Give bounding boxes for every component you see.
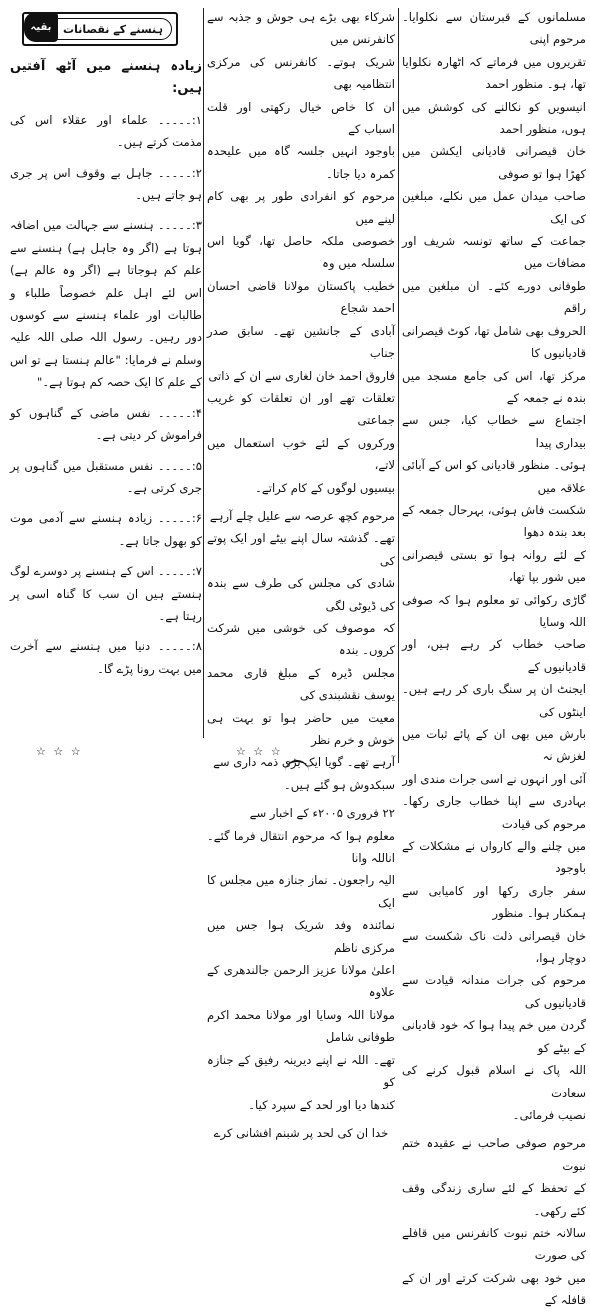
text-line: بہادری سے اپنا خطاب جاری رکھا۔ مرحوم کی قیادت (402, 794, 586, 831)
text-line: سفر جاری رکھا اور کامیابی سے ہمکنار ہوا۔ منظور (402, 883, 586, 921)
list-item: ۸:۔۔۔۔۔ دنیا میں ہنسنے سے آخرت میں بہت رونا پڑے گا۔ (10, 639, 202, 676)
list-item: ۷:۔۔۔۔۔ اس کے ہنسنے پر دوسرے لوگ ہنستے ہیں ان سب کا گناہ اسی پر رہتا ہے۔ (10, 564, 202, 623)
text-line: خان قیصرانی قادیانی ایکشن میں کھڑا ہوا تو صوفی (402, 144, 586, 181)
text-line: گردن میں خم پیدا ہوا کہ خود قادیانی کے بیٹے کو (402, 1018, 586, 1055)
text-line: بارش میں بھی ان کے پائے ثبات میں لغزش نہ (402, 727, 586, 764)
text-line: ہوئی۔ منظور قادیانی کو اس کے آبائی علاقہ میں (402, 458, 586, 495)
column-divider (203, 8, 204, 738)
left-column (10, 6, 202, 738)
text-line: تعلقات تھے اور ان تعلقات کو غریب جماعتی (207, 390, 395, 428)
text-line: خصوصی ملکہ حاصل تھا، گویا اس سلسلہ میں وہ (207, 234, 395, 271)
text-line: معیت میں حاضر ہوا تو بہت ہی خوش و خرم نظر (207, 710, 395, 747)
section-heading: زیادہ ہنسنے میں آٹھ آفتیں ہیں: (10, 59, 202, 97)
list-item: ۳:۔۔۔۔۔ ہنسنے سے جہالت میں اضافہ ہوتا ہے (اگر وہ جاہل ہے) ہنسنے سے علم کم ہوجاتا ہے (اگر وہ عالم ہے) اس لئے اہل علم خصوصاً طلباء و طالبات اور علماء ہنسنے سے کوسوں دور رہیں۔ رسول اللہ صلی اللہ علیہ وسلم نے فرمایا: "عالم ہنستا ہے تو اس کے علم کا ایک حصہ کم ہوتا ہے۔" (10, 218, 202, 390)
text-line: مجلس ڈیرہ کے مبلغ قاری محمد یوسف نقشبندی کی (207, 665, 395, 703)
text-line: اللہ پاک نے اسلام قبول کرنے کی سعادت (402, 1063, 586, 1100)
text-line: جماعت کے ساتھ تونسہ شریف اور مضافات میں (402, 234, 586, 271)
text-line: ان کا خاص خیال رکھتی اور قلت اسباب کے (207, 99, 395, 137)
text-line: بیسیوں لوگوں کے کام کراتے۔ (255, 480, 395, 495)
star-ornament: ☆ ☆ ☆ (236, 745, 283, 758)
text-line: خان قیصرانی ذلت ناک شکست سے دوچار ہوا، (402, 928, 586, 966)
text-line: میں چلنے والے کارواں نے مشکلات کے باوجود (402, 839, 586, 876)
list-item: ۲:۔۔۔۔۔ جاہل بے وقوف اس پر جری ہو جاتے ہیں۔ (10, 165, 202, 203)
text-line: مسلمانوں کے قبرستان سے نکلوایا۔ مرحوم اپنی (402, 10, 586, 47)
text-line: الحروف بھی شامل تھا، کوٹ قیصرانی قادیانیوں کا (402, 323, 586, 361)
middle-column (207, 6, 395, 1140)
list-item: ۴:۔۔۔۔۔ نفس ماضی کے گناہوں کو فراموش کر دیتی ہے۔ (10, 405, 202, 443)
text-line: آئی اور انہوں نے اسی جرات مندی اور (402, 771, 586, 786)
text-line: فاروق احمد خان لغاری سے ان کے ذاتی (208, 368, 395, 383)
text-line: اجتماع سے خطاب کیا، جس سے بیداری پیدا (402, 413, 586, 450)
text-line: مولانا اللہ وسایا اور مولانا محمد اکرم طوفانی شامل (207, 1007, 395, 1045)
text-line: سالانہ ختم نبوت کانفرنس میں قافلے کی صورت (402, 1225, 586, 1263)
list-item: ۶:۔۔۔۔۔ زیادہ ہنسنے سے آدمی موت کو بھول جاتا ہے۔ (10, 511, 202, 548)
star-ornament: ☆ ☆ ☆ (36, 745, 83, 758)
text-line: آبادی کے جانشین تھے۔ سابق صدر جناب (207, 323, 395, 361)
closing-verse: خدا ان کی لحد پر شبنم افشانی کرے (213, 1125, 389, 1140)
text-line: نمائندہ وفد شریک ہوا جس میں مرکزی ناظم (207, 918, 395, 955)
text-line: ورکروں کے لئے خوب استعمال میں لاتے، (207, 435, 395, 473)
text-line: صاحب میدان عمل میں نکلے، مبلغین کی ایک (402, 189, 586, 226)
text-line: نصیب فرمائی۔ (512, 1107, 586, 1122)
text-line: ایجنٹ ان پر سنگ باری کر رہے ہیں۔ اینٹوں کی (402, 682, 586, 719)
banner-title: ہنسنے کے نقصانات (63, 22, 163, 36)
text-line: کندھا دیا اور لحد کے سپرد کیا۔ (248, 1097, 395, 1112)
text-line: مرحوم کو انفرادی طور پر بھی کام لینے میں (207, 189, 395, 226)
text-line: صاحب خطاب کر رہے ہیں، اور قادیانیوں کے (402, 637, 586, 674)
text-line: آرہے تھے۔ گویا ایک بڑی ذمہ داری سے (213, 755, 395, 770)
text-line: مرکز تھا، اس کی جامع مسجد میں بندہ نے جمعہ کے (402, 368, 586, 405)
text-line: مرحوم کی جرات مندانہ قیادت سے قادیانیوں کی (402, 973, 586, 1010)
right-column (402, 6, 586, 1308)
text-line: باوجود انہیں جلسہ گاہ میں علیحدہ کمرہ دیا جاتا۔ (207, 144, 395, 181)
text-line: کہ موصوف کی خوشی میں شرکت کروں۔ بندہ (207, 620, 395, 658)
text-line: خطیب پاکستان مولانا قاضی احسان احمد شجاع (207, 278, 395, 316)
list-item: ۱:۔۔۔۔۔ علماء اور عقلاء اس کی مذمت کرتے ہیں۔ (10, 112, 202, 150)
text-line: شرکاء بھی بڑے ہی جوش و جذبہ سے کانفرنس میں (207, 10, 395, 47)
text-line: گاڑی رکوائی تو معلوم ہوا کہ صوفی اللہ وسایا (402, 592, 586, 629)
banner-tag: بقیہ (24, 12, 58, 42)
text-line: ۲۲ فروری ۲۰۰۵ء کے اخبار سے (249, 806, 395, 821)
text-line: طوفانی دورے کئے۔ ان مبلغین میں راقم (402, 278, 586, 316)
text-line: میں خود بھی شرکت کرتے اور ان کے قافلہ کے (402, 1270, 586, 1308)
text-line: کے لئے روانہ ہوا تو بستی قیصرانی میں شور بپا تھا، (402, 547, 586, 585)
column-divider (398, 8, 399, 763)
text-line: مرحوم صوفی صاحب نے عقیدہ ختم نبوت (402, 1136, 586, 1173)
text-line: معلوم ہوا کہ مرحوم انتقال فرما گئے۔ اناللہ وانا (207, 828, 395, 866)
text-line: تھے۔ اللہ نے اپنے دیرینہ رفیق کے جنازہ کو (207, 1052, 395, 1090)
text-line: تقریروں میں فرماتے کہ اٹھارہ نکلوایا تھا، ہو۔ منظور احمد (402, 54, 586, 92)
text-line: شریک ہوتے۔ کانفرنس کی مرکزی انتظامیہ بھی (207, 54, 395, 92)
text-line: الیہ راجعون۔ نماز جنازہ میں مجلس کا ایک (207, 873, 395, 910)
text-line: شادی کی مجلس کی طرف سے بندہ کی ڈیوٹی لگی (207, 576, 395, 613)
text-line: اعلیٰ مولانا عزیز الرحمن جالندھری کے علاوہ (207, 963, 395, 1000)
text-line: کے تحفظ کے لئے ساری زندگی وقف کئے رکھی۔ (402, 1181, 586, 1218)
text-line: مرحوم کچھ عرصہ سے علیل چلے آرہے (209, 508, 395, 523)
text-line: انیسویں کو نکالنے کی کوشش میں ہوں، منظور احمد (402, 99, 586, 137)
list-item: ۵:۔۔۔۔۔ نفس مستقبل میں گناہوں پر جری کرتی ہے۔ (10, 458, 202, 495)
text-line: سبکدوش ہو گئے ہیں۔ (283, 777, 395, 792)
text-line: شکست فاش ہوئی، بہرحال جمعہ کے بعد بندہ دھوا (402, 502, 586, 540)
text-line: تھے۔ گذشتہ سال اپنے بیٹے اور ایک پوتے کی (207, 531, 395, 568)
